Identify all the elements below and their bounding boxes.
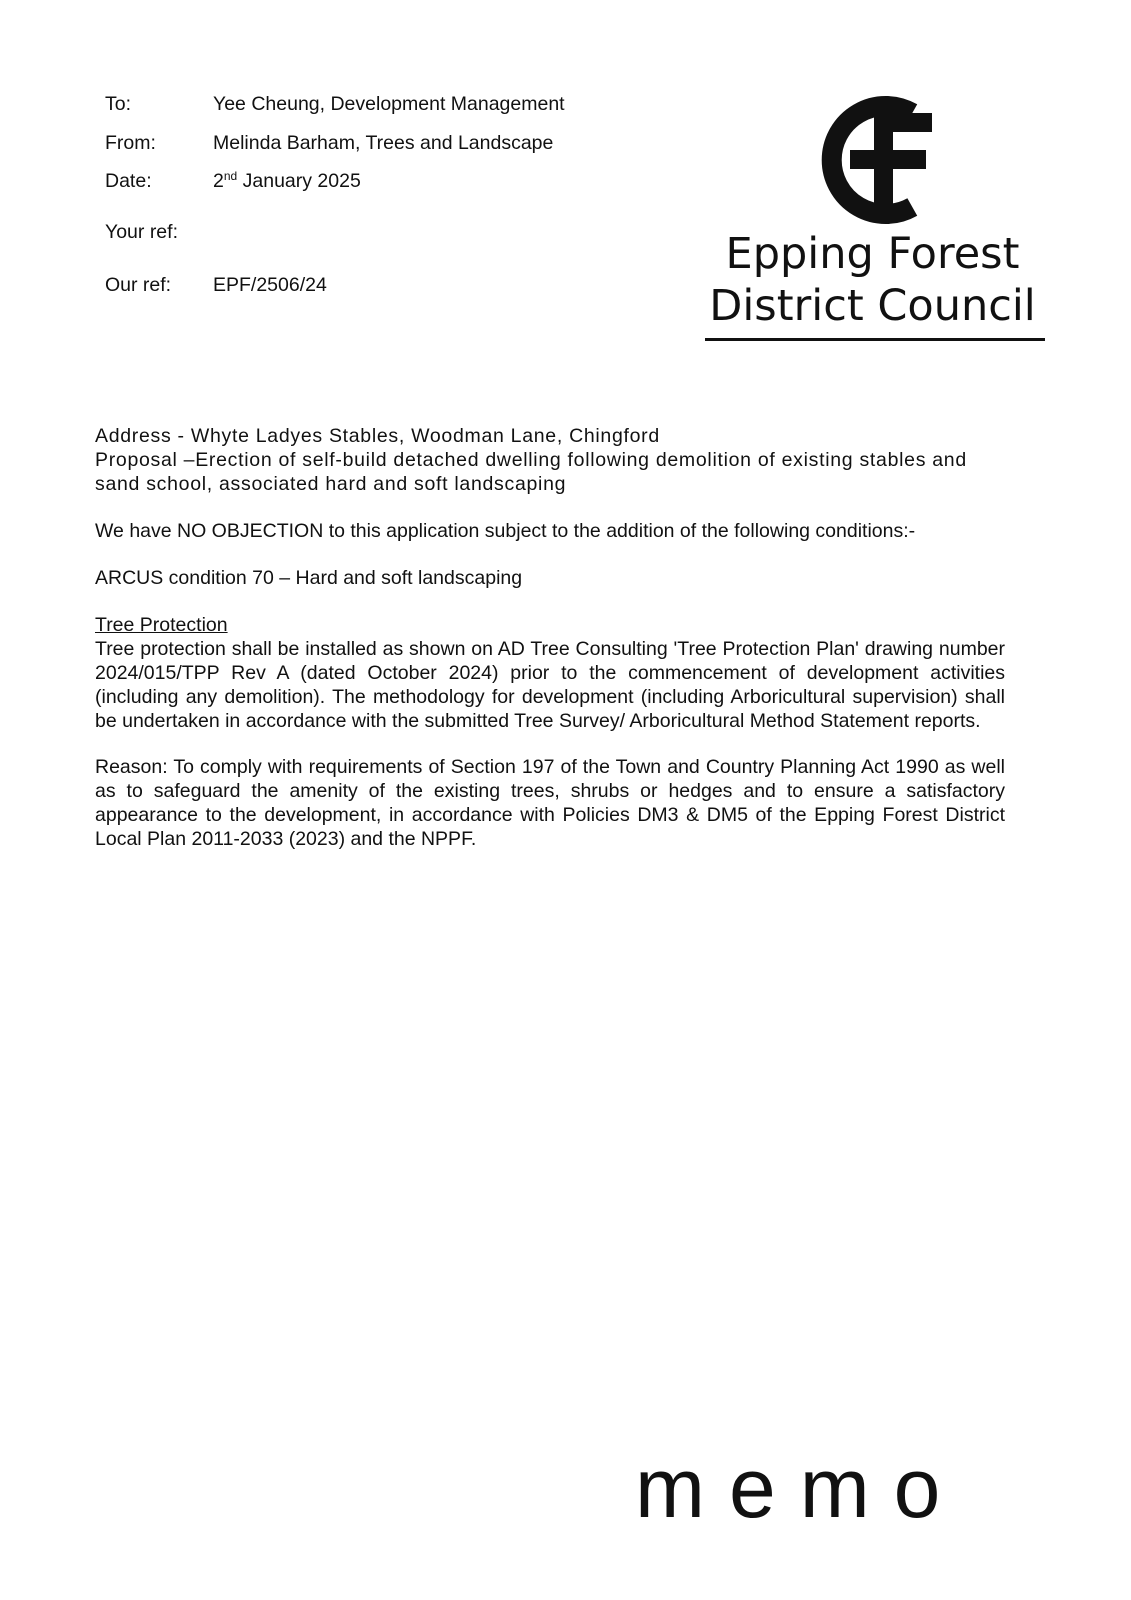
logo-line-1: Epping Forest bbox=[725, 229, 1020, 279]
tree-protection-text: Tree protection shall be installed as shown on AD Tree Consulting 'Tree Protection Plan' drawing number 2024/015/TPP Rev A (dated October 2024) prior to the commencement of development activities (including any demolition). The methodology for development (including Arboricultural supervision) shall be undertaken in accordance with the submitted Tree Survey/ Arboricultural Method Statement reports. bbox=[95, 638, 1005, 732]
your-ref-label: Your ref: bbox=[105, 221, 178, 243]
to-value: Yee Cheung, Development Management bbox=[213, 93, 565, 115]
our-ref-value: EPF/2506/24 bbox=[213, 274, 327, 296]
logo-line-2: District Council bbox=[709, 281, 1036, 331]
proposal-text: Proposal –Erection of self-build detached dwelling following demolition of existing stables and sand school, associated hard and soft landscaping bbox=[95, 449, 967, 495]
to-label: To: bbox=[105, 93, 132, 115]
tree-protection-heading: Tree Protection bbox=[95, 614, 228, 636]
our-ref-label: Our ref: bbox=[105, 274, 172, 296]
no-objection-text: We have NO OBJECTION to this application subject to the addition of the following conditions:- bbox=[95, 520, 916, 542]
date-rest: January 2025 bbox=[237, 170, 361, 192]
from-label: From: bbox=[105, 132, 156, 154]
arcus-condition: ARCUS condition 70 – Hard and soft landscaping bbox=[95, 567, 523, 589]
council-emblem-icon bbox=[810, 90, 940, 230]
date-day: 2 bbox=[213, 170, 224, 192]
from-value: Melinda Barham, Trees and Landscape bbox=[213, 132, 554, 154]
date-label: Date: bbox=[105, 170, 152, 192]
council-logo bbox=[700, 90, 1045, 345]
date-suffix: nd bbox=[223, 169, 238, 183]
reason-text: Reason: To comply with requirements of Section 197 of the Town and Country Planning Act 1990 as well as to safeguard the amenity of the existing trees, shrubs or hedges and to ensure a satisfactory appearance to the development, in accordance with Policies DM3 & DM5 of the Epping Forest District Local Plan 2011-2033 (2023) and the NPPF. bbox=[95, 756, 1005, 850]
address-line: Address - Whyte Ladyes Stables, Woodman Lane, Chingford bbox=[95, 425, 660, 447]
date-value bbox=[213, 169, 361, 193]
logo-underline bbox=[705, 338, 1045, 341]
memo-footer: memo bbox=[635, 1441, 965, 1535]
